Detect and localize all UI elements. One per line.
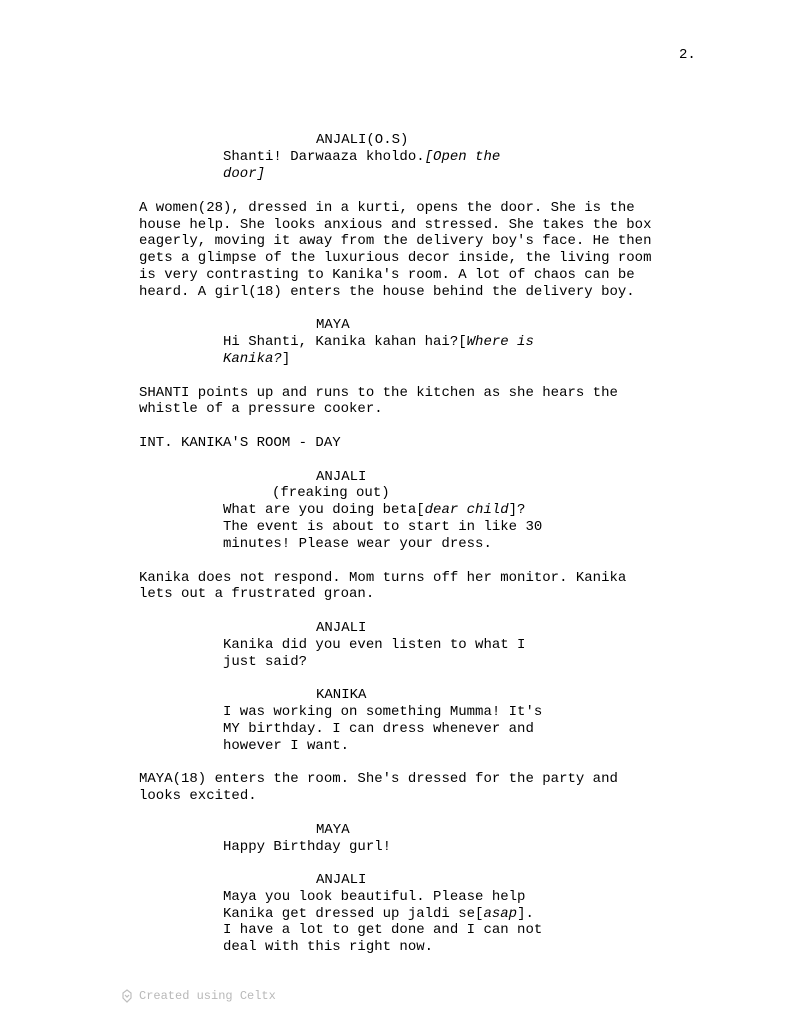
dialogue-line [223,654,307,671]
action-line [139,284,635,301]
action-line [139,788,257,805]
text-run: Maya you look beautiful. Please help [223,889,526,905]
dialogue-line [223,637,525,654]
text-run: minutes! Please wear your dress. [223,536,492,552]
celtx-logo-icon [121,989,133,1003]
dialogue-line [223,906,534,923]
text-run: The event is about to start in like 30 [223,519,543,535]
text-run: ] [281,351,291,367]
text-run: is very contrasting to Kanika's room. A lot of chaos can be [139,267,635,283]
text-run: gets a glimpse of the luxurious decor inside, the living room [139,250,652,266]
text-run: ANJALI [316,872,367,888]
text-run: ]? [508,502,526,518]
text-run: Shanti! Darwaaza kholdo. [223,149,425,165]
action-line [139,385,618,402]
action-line [139,267,635,284]
text-run: Kanika does not respond. Mom turns off her monitor. Kanika [139,570,627,586]
italic-text: door] [223,166,266,182]
character-name [316,469,366,486]
text-run: I have a lot to get done and I can not [223,922,543,938]
action-line [139,771,618,788]
text-run: MY birthday. I can dress whenever and [223,721,534,737]
text-run: Kanika get dressed up jaldi se[ [223,906,484,922]
dialogue-line [223,149,500,166]
text-run: ANJALI(O.S) [316,132,409,148]
action-line [139,401,383,418]
text-run: eagerly, moving it away from the delivery boy's face. He then [139,233,652,249]
text-run: A women(28), dressed in a kurti, opens the door. She is the [139,200,635,216]
action-line [139,217,651,234]
page-number: 2. [679,47,696,63]
parenthetical [272,485,390,502]
dialogue-line [223,889,525,906]
text-run: What are you doing beta[ [223,502,425,518]
text-run: Kanika did you even listen to what I [223,637,526,653]
text-run: lets out a frustrated groan. [139,586,375,602]
action-line [139,250,651,267]
italic-text: asap [483,906,518,922]
action-line [139,233,651,250]
text-run: (freaking out) [272,485,390,501]
dialogue-line [223,922,542,939]
text-run: MAYA [316,822,350,838]
dialogue-line [223,939,433,956]
text-run: house help. She looks anxious and stressed. She takes the box [139,217,652,233]
text-run: MAYA [316,317,350,333]
text-run: ANJALI [316,620,367,636]
dialogue-line [223,166,265,183]
text-run: Hi Shanti, Kanika kahan hai?[ [223,334,467,350]
text-run: I was working on something Mumma! It's [223,704,543,720]
dialogue-line [223,536,492,553]
character-name [316,687,366,704]
text-run: Happy Birthday gurl! [223,839,392,855]
text-run: SHANTI points up and runs to the kitchen as she hears the [139,385,618,401]
italic-text: dear child [424,502,509,518]
dialogue-line [223,351,290,368]
dialogue-line [223,502,525,519]
dialogue-line [223,334,534,351]
text-run: whistle of a pressure cooker. [139,401,383,417]
dialogue-line [223,519,542,536]
italic-text: Kanika? [223,351,282,367]
scene-heading [139,435,341,452]
action-line [139,200,635,217]
italic-text: [Open the [424,149,501,165]
text-run: deal with this right now. [223,939,434,955]
text-run: heard. A girl(18) enters the house behind the delivery boy. [139,284,635,300]
text-run: however I want. [223,738,350,754]
text-run: just said? [223,654,308,670]
character-name [316,132,408,149]
action-line [139,586,374,603]
dialogue-line [223,704,542,721]
dialogue-line [223,738,349,755]
character-name [316,620,366,637]
celtx-footer [121,988,276,1005]
character-name [316,822,350,839]
action-line [139,570,626,587]
character-name [316,872,366,889]
character-name [316,317,350,334]
text-run: MAYA(18) enters the room. She's dressed for the party and [139,771,618,787]
dialogue-line [223,839,391,856]
italic-text: Where is [466,334,534,350]
text-run: ]. [517,906,534,922]
text-run: KANIKA [316,687,367,703]
text-run: INT. KANIKA'S ROOM - DAY [139,435,341,451]
dialogue-line [223,721,534,738]
text-run: looks excited. [139,788,257,804]
footer-text: Created using Celtx [139,989,276,1003]
text-run: ANJALI [316,469,367,485]
